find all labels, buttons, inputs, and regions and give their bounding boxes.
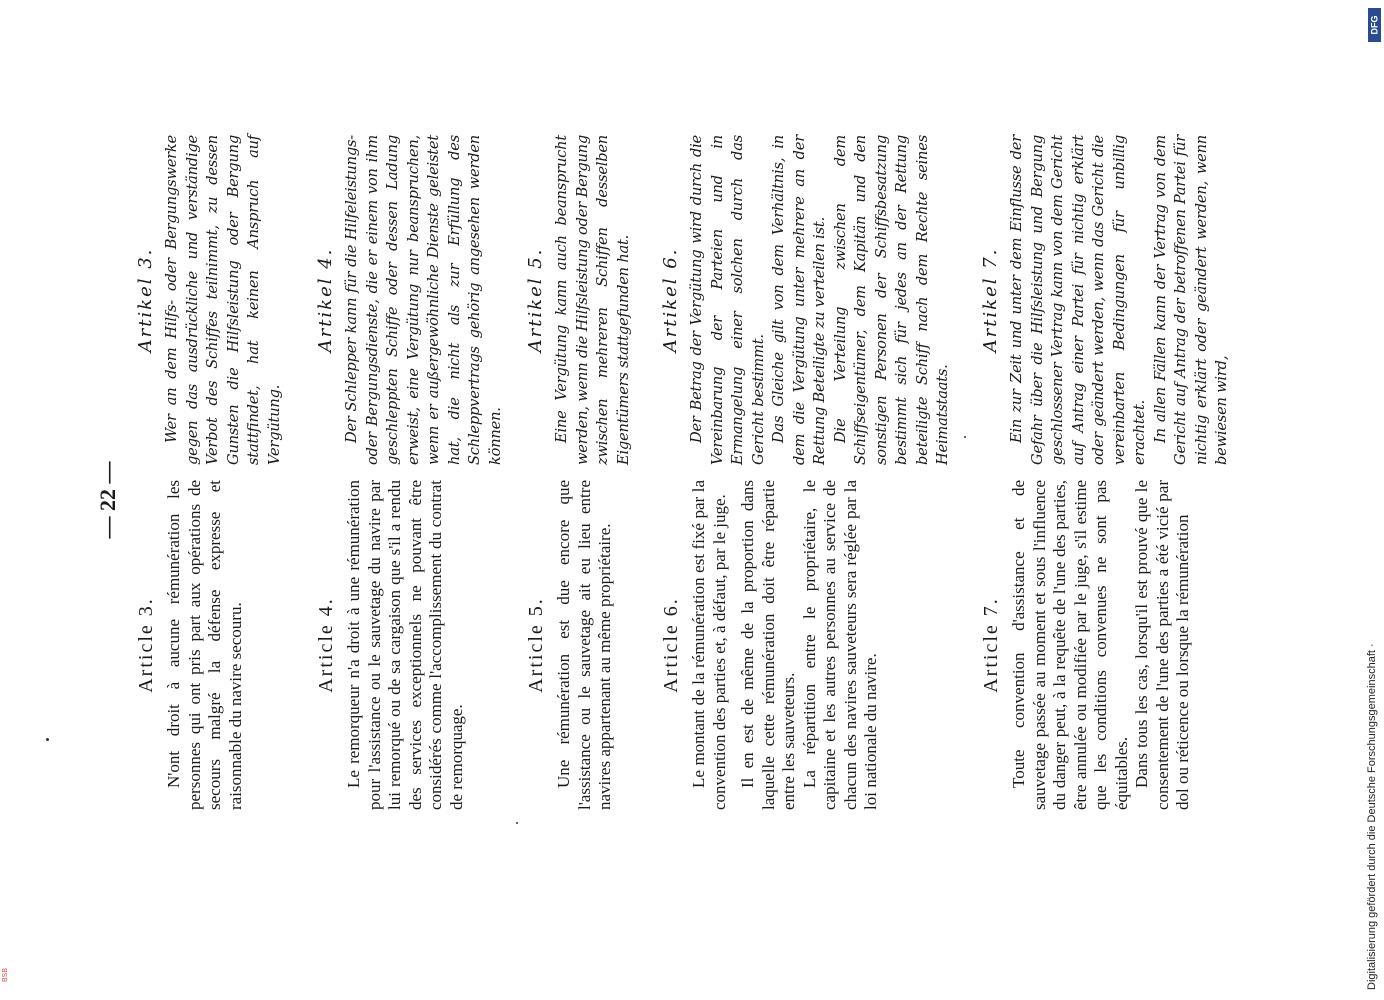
- scan-speck: [964, 436, 966, 438]
- article-3-fr: [135, 480, 246, 810]
- article-5-de: [525, 135, 634, 465]
- article-paragraph: Toute convention d'assistance et de sauvetage passée au moment et sous l'influence du danger peut, à la requête de l'une des parties, être annulée ou modifiée par le juge, s'il estime que les conditions convenues ne sont pas équitables.: [1009, 480, 1131, 810]
- article-title: Article 3.: [135, 597, 157, 693]
- library-mark: BSB: [2, 967, 9, 982]
- article-title: Article 4.: [315, 597, 337, 693]
- article-paragraph: In allen Fällen kann der Vertrag von dem Gericht auf Antrag der betroffenen Partei für nichtig erklärt oder geändert werden, wenn bewiesen wird,: [1151, 135, 1230, 465]
- article-7-fr: [980, 480, 1194, 810]
- article-paragraph: Der Schlepper kann für die Hilfeleistungs- oder Bergungsdienste, die er einem von ihm geschleppten Schiffe oder dessen Ladung erweist, eine Vergütung nur beanspruchen, wenn er außergewöhnliche Dienste geleistet hat, die nicht als zur Erfüllung des Schleppvertrags gehörig angesehen werden können.: [343, 135, 504, 465]
- article-title: Article 5.: [525, 597, 547, 693]
- article-paragraph: Le montant de la rémunération est fixé par la convention des parties et, à défaut, par le juge.: [689, 480, 729, 810]
- article-paragraph: Das Gleiche gilt von dem Verhältnis, in dem die Vergütung unter mehrere an der Rettung Beteiligte zu verteilen ist.: [770, 135, 828, 465]
- article-paragraph: Ein zur Zeit und unter dem Einflusse der Gefahr über die Hilfsleistung und Bergung geschlossener Vertrag kann von dem Gericht auf Antrag einer Partei für nichtig erklärt oder geändert werden, wenn das Gericht die vereinbarten Bedingungen für unbillig erachtet.: [1008, 135, 1148, 465]
- article-3-de: [135, 135, 285, 465]
- article-paragraph: Eine Vergütung kann auch beansprucht werden, wenn die Hilfsleistung oder Bergung zwischen mehreren Schiffen desselben Eigentümers stattgefunden hat.: [553, 135, 632, 465]
- article-paragraph: Le remorqueur n'a droit à une rémunération pour l'assistance ou le sauvetage du navire par lui remorqué ou de sa cargaison que s'il a rendu des services exceptionnels ne pouvant être considérés comme l'accomplissement du contrat de remorquage.: [344, 480, 466, 810]
- article-paragraph: N'ont droit à aucune rémunération les personnes qui ont pris part aux opérations de secours malgré la défense expresse et raisonnable du navire secouru.: [164, 480, 245, 810]
- page-number: — 22 —: [95, 461, 120, 539]
- article-paragraph: Wer an dem Hilfs- oder Bergungswerke gegen das ausdrückliche und verständige Verbot des Schiffes teilnimmt, zu dessen Gunsten die Hilfsleistung oder Bergung stattfindet, hat keinen Anspruch auf Vergütung.: [163, 135, 283, 465]
- article-7-de: [980, 135, 1233, 465]
- digitization-credit: Digitalisierung gefördert durch die Deutsche Forschungsgemeinschaft ·: [1366, 643, 1378, 990]
- article-paragraph: Dans tous les cas, lorsqu'il est prouvé que le consentement de l'une des parties a été vicié par dol ou réticence ou lorsque la rémunération: [1132, 480, 1192, 810]
- article-4-de: [315, 135, 506, 465]
- dfg-logo: DFG: [1368, 8, 1381, 42]
- article-title: Artikel 7.: [980, 247, 1001, 353]
- article-paragraph: Une rémunération est due encore que l'assistance ou le sauvetage ait eu lieu entre navires appartenant au même propriétaire.: [554, 480, 614, 810]
- article-6-de: [660, 135, 954, 465]
- article-title: Article 6.: [660, 597, 682, 693]
- article-4-fr: [315, 480, 467, 810]
- article-paragraph: La répartition entre le propriétaire, le capitaine et les autres personnes au service de chacun des navires sauveteurs sera réglée par la loi nationale du navire.: [799, 480, 880, 810]
- article-title: Artikel 3.: [135, 247, 156, 353]
- article-title: Article 7.: [980, 597, 1002, 693]
- scan-speck: [516, 822, 518, 824]
- article-paragraph: Der Betrag der Vergütung wird durch die Vereinbarung der Parteien und in Ermangelung einer solchen durch das Gericht bestimmt.: [688, 135, 767, 465]
- article-title: Artikel 4.: [315, 247, 336, 353]
- article-6-fr: [660, 480, 882, 810]
- article-title: Artikel 5.: [525, 247, 546, 353]
- article-paragraph: Il en est de même de la proportion dans laquelle cette rémunération doit être répartie entre les sauveteurs.: [738, 480, 798, 810]
- article-5-fr: [525, 480, 616, 810]
- article-title: Artikel 6.: [660, 247, 681, 353]
- scan-speck: [46, 738, 49, 741]
- article-paragraph: Die Verteilung zwischen dem Schiffseigentümer, dem Kapitän und den sonstigen Personen der Schiffsbesatzung bestimmt sich für jedes an der Rettung beteiligte Schiff nach dem Rechte seines Heimatstaats.: [831, 135, 951, 465]
